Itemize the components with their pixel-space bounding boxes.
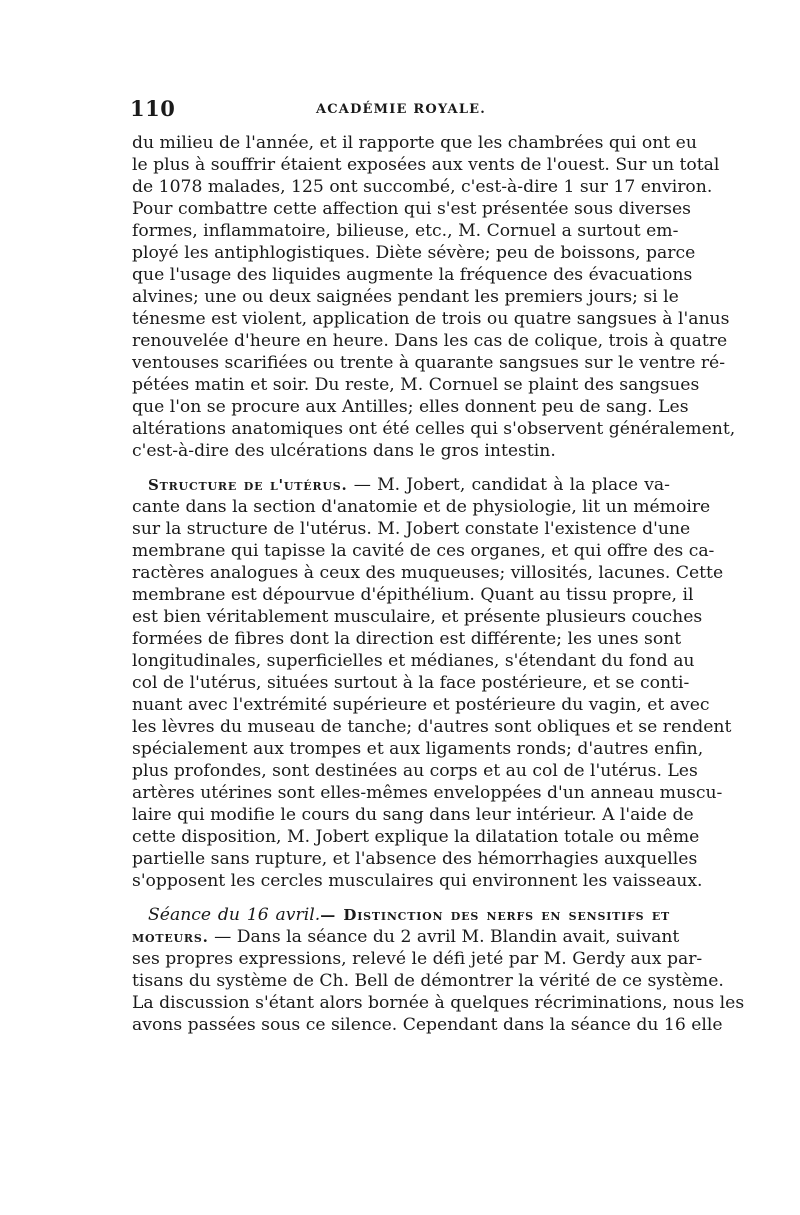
section-heading-nerves-2: moteurs.: [132, 928, 209, 946]
paragraph-cornuel-line: altérations anatomiques ont été celles qui s'observent généralement,: [132, 419, 736, 439]
paragraph-uterus-line: col de l'utérus, situées surtout à la face postérieure, et se conti-: [132, 673, 690, 693]
paragraph-uterus-line: sur la structure de l'utérus. M. Jobert constate l'existence d'une: [132, 519, 691, 539]
paragraph-uterus-line: s'opposent les cercles musculaires qui environnent les vaisseaux.: [132, 871, 703, 891]
page-header: [132, 96, 670, 132]
paragraph-uterus-line: plus profondes, sont destinées au corps et au col de l'utérus. Les: [132, 761, 698, 781]
paragraph-uterus-first-line-text: — M. Jobert, candidat à la place va-: [347, 475, 670, 495]
paragraph-cornuel-line: que l'on se procure aux Antilles; elles donnent peu de sang. Les: [132, 397, 689, 417]
paragraph-cornuel-line: ténesme est violent, application de trois ou quatre sangsues à l'anus: [132, 309, 730, 329]
paragraph-nerves-first-line: [132, 904, 670, 926]
paragraph-uterus-line: cante dans la section d'anatomie et de physiologie, lit un mémoire: [132, 497, 711, 517]
paragraph-uterus-line: longitudinales, superficielles et médianes, s'étendant du fond au: [132, 651, 695, 671]
paragraph-nerves: [132, 904, 745, 1036]
paragraph-nerves-line: ses propres expressions, relevé le défi jeté par M. Gerdy aux par-: [132, 949, 703, 969]
paragraph-nerves-line: tisans du système de Ch. Bell de démontrer la vérité de ce système.: [132, 971, 724, 991]
paragraph-cornuel-line: alvines; une ou deux saignées pendant les premiers jours; si le: [132, 287, 679, 307]
paragraph-nerves-second-line-text: — Dans la séance du 2 avril M. Blandin avait, suivant: [208, 927, 680, 947]
paragraph-cornuel-line: renouvelée d'heure en heure. Dans les cas de colique, trois à quatre: [132, 331, 728, 351]
paragraph-uterus-line: membrane qui tapisse la cavité de ces organes, et qui offre des ca-: [132, 541, 715, 561]
paragraph-nerves-line: La discussion s'étant alors bornée à quelques récriminations, nous les: [132, 993, 745, 1013]
paragraph-uterus-line: nuant avec l'extrémité supérieure et postérieure du vagin, et avec: [132, 695, 710, 715]
paragraph-uterus-line: cette disposition, M. Jobert explique la dilatation totale ou même: [132, 827, 700, 847]
paragraph-nerves-second-line: [132, 926, 680, 948]
paragraph-uterus-line: membrane est dépourvue d'épithélium. Quant au tissu propre, il: [132, 585, 694, 605]
paragraph-cornuel: [132, 132, 736, 462]
paragraph-uterus-line: les lèvres du museau de tanche; d'autres sont obliques et se rendent: [132, 717, 732, 737]
section-heading-uterus: Structure de l'utérus.: [148, 476, 348, 494]
paragraph-cornuel-line: que l'usage des liquides augmente la fréquence des évacuations: [132, 265, 693, 285]
paragraph-cornuel-line: c'est-à-dire des ulcérations dans le gros intestin.: [132, 441, 556, 461]
page-number: 110: [130, 96, 176, 121]
paragraph-cornuel-line: de 1078 malades, 125 ont succombé, c'est-à-dire 1 sur 17 environ.: [132, 177, 713, 197]
paragraph-cornuel-line: formes, inflammatoire, bilieuse, etc., M. Cornuel a surtout em-: [132, 221, 679, 241]
paragraph-nerves-line: avons passées sous ce silence. Cependant dans la séance du 16 elle: [132, 1015, 723, 1035]
paragraph-uterus-line: formées de fibres dont la direction est différente; les unes sont: [132, 629, 682, 649]
running-head: ACADÉMIE ROYALE.: [315, 102, 487, 117]
paragraph-uterus-line: est bien véritablement musculaire, et présente plusieurs couches: [132, 607, 703, 627]
paragraph-uterus-line: spécialement aux trompes et aux ligaments ronds; d'autres enfin,: [132, 739, 704, 759]
paragraph-cornuel-line: le plus à souffrir étaient exposées aux vents de l'ouest. Sur un total: [132, 155, 720, 175]
session-date: Séance du 16 avril.: [148, 905, 321, 925]
paragraph-cornuel-line: ventouses scarifiées ou trente à quarante sangsues sur le ventre ré-: [132, 353, 726, 373]
paragraph-cornuel-line: Pour combattre cette affection qui s'est présentée sous diverses: [132, 199, 691, 219]
paragraph-uterus: [132, 474, 732, 892]
paragraph-cornuel-line: du milieu de l'année, et il rapporte que les chambrées qui ont eu: [132, 133, 697, 153]
paragraph-uterus-line: ractères analogues à ceux des muqueuses; villosités, lacunes. Cette: [132, 563, 724, 583]
page: [130, 96, 745, 1036]
paragraph-uterus-line: laire qui modifie le cours du sang dans leur intérieur. A l'aide de: [132, 805, 694, 825]
paragraph-uterus-line: partielle sans rupture, et l'absence des hémorrhagies auxquelles: [132, 849, 698, 869]
paragraph-uterus-first-line: [132, 474, 670, 496]
paragraph-uterus-line: artères utérines sont elles-mêmes enveloppées d'un anneau muscu-: [132, 783, 723, 803]
paragraph-cornuel-line: pétées matin et soir. Du reste, M. Cornuel se plaint des sangsues: [132, 375, 700, 395]
paragraph-cornuel-line: ployé les antiphlogistiques. Diète sévère; peu de boissons, parce: [132, 243, 696, 263]
section-heading-nerves-1: — Distinction des nerfs en sensitifs et: [320, 906, 670, 924]
